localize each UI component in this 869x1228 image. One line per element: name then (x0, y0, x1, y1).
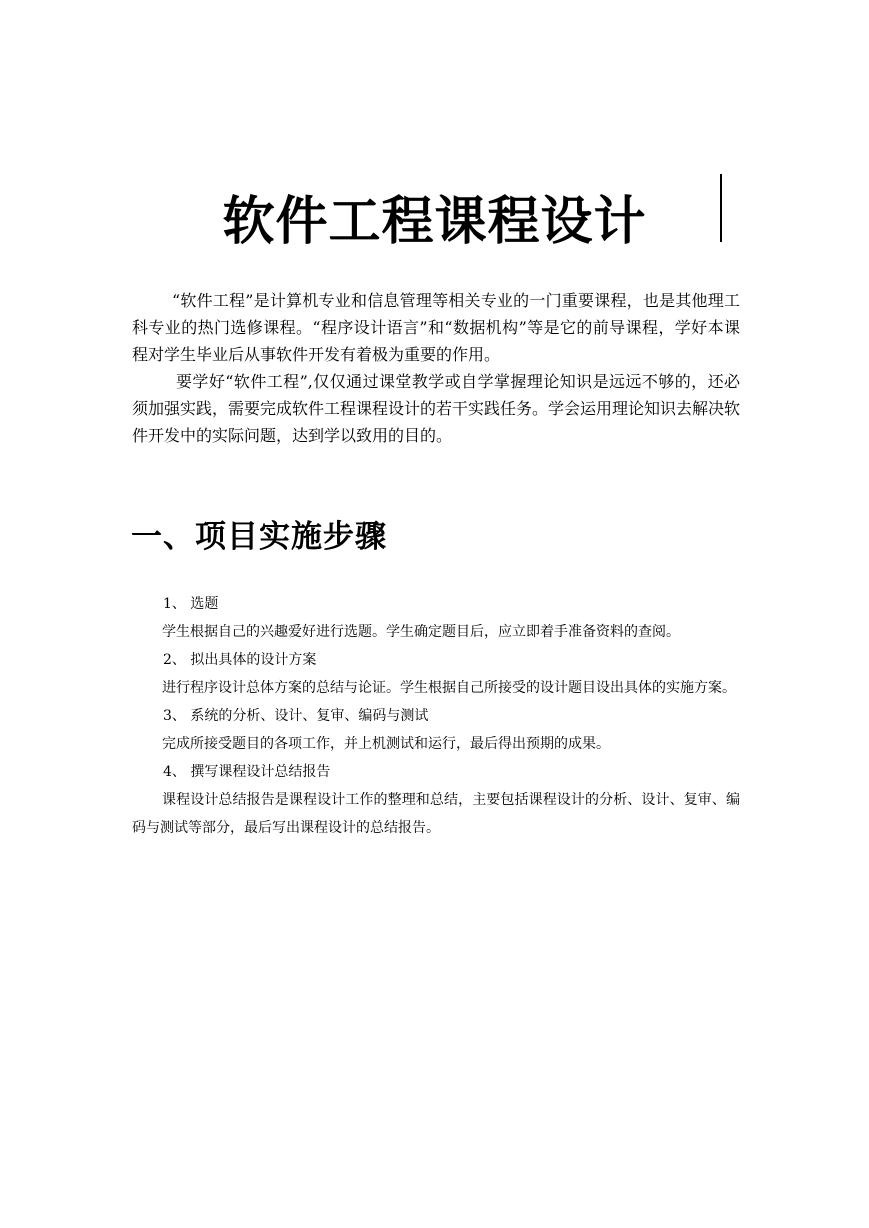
step-body-2: 进行程序设计总体方案的总结与论证。学生根据自己所接受的设计题目设出具体的实施方案。 (162, 680, 736, 696)
step-body-1: 学生根据自己的兴趣爱好进行选题。学生确定题目后，应立即着手准备资料的查阅。 (162, 624, 680, 640)
intro-paragraph-1: “软件工程”是计算机专业和信息管理等相关专业的一门重要课程，也是其他理工科专业的热门选修课程。“程序设计语言”和“数据机构”等是它的前导课程，学好本课程对学生毕业后从事软件开发有着极为重要的作用。 (132, 291, 740, 364)
section-heading: 一、项目实施步骤 (131, 519, 387, 555)
step-body-4: 课程设计总结报告是课程设计工作的整理和总结，主要包括课程设计的分析、设计、复审、编码与测试等部分，最后写出课程设计的总结报告。 (132, 792, 740, 836)
intro-paragraph-2: 要学好“软件工程”,仅仅通过课堂教学或自学掌握理论知识是远远不够的，还必须加强实践，需要完成软件工程课程设计的若干实践任务。学会运用理论知识去解决软件开发中的实际问题，达到学以致用的目的。 (132, 372, 741, 445)
step-body-3: 完成所接受题目的各项工作，并上机测试和运行，最后得出预期的成果。 (162, 736, 610, 752)
steps-list (132, 590, 740, 842)
step-title-3: 3、 系统的分析、设计、复审、编码与测试 (163, 708, 429, 724)
step-title-2: 2、 拟出具体的设计方案 (163, 652, 317, 668)
vertical-rule-mark (720, 174, 722, 242)
intro-section (132, 287, 740, 449)
page-title: 软件工程课程设计 (222, 192, 647, 252)
step-title-1: 1、 选题 (163, 596, 219, 612)
step-title-4: 4、 撰写课程设计总结报告 (163, 764, 331, 780)
